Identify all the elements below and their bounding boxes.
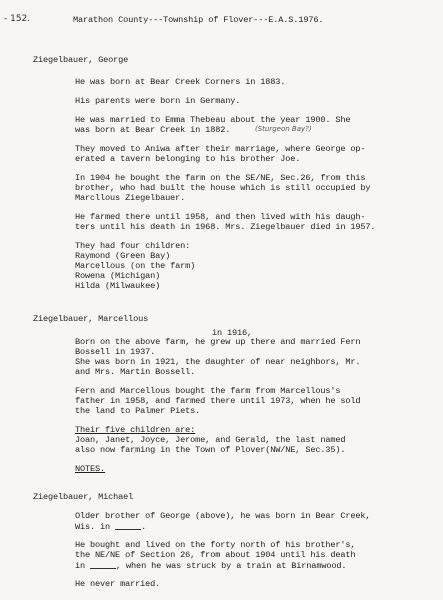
- michael-line: the NE/NE of Section 26, from about 1904 until his death: [75, 550, 356, 560]
- george-farm-line: In 1904 he bought the farm on the SE/NE, Sec.26, from this: [75, 173, 366, 183]
- george-marriage-line: He was married to Emma Thebeau about the year 1900. She: [75, 115, 351, 125]
- michael-line: [75, 560, 346, 571]
- marcellous-line: Born on the above farm, he grew up there and married Fern: [75, 337, 361, 347]
- marcellous-line: the land to Palmer Piets.: [75, 406, 201, 416]
- marcellous-line: also now farming in the Town of Plover(NW/NE, Sec.35).: [75, 445, 346, 455]
- child-item: Hilda (Milwaukee): [75, 281, 161, 291]
- birth-year-blank: [115, 521, 141, 530]
- michael-line: He bought and lived on the forty north of his brother's,: [75, 540, 356, 550]
- marcellous-line: Bossell in 1937.: [75, 347, 156, 357]
- marcellous-line: Fern and Marcellous bought the farm from Marcellous's: [75, 386, 341, 396]
- marcellous-children-intro: Their five children are:: [75, 425, 196, 435]
- entry-name-michael: Ziegelbauer, Michael: [33, 492, 134, 502]
- death-year-blank: [90, 560, 116, 569]
- child-item: Raymond (Green Bay): [75, 251, 171, 261]
- george-children-intro: They had four children:: [75, 241, 191, 251]
- george-farm-line: Marcllous Ziegelbauer.: [75, 193, 186, 203]
- marcellous-birth-year: in 1916,: [212, 328, 253, 338]
- handwritten-note: (Sturgeon Bay?): [255, 125, 312, 133]
- george-farmed-line: He farmed there until 1958, and then lived with his daugh-: [75, 212, 366, 222]
- michael-line: Older brother of George (above), he was born in Bear Creek,: [75, 511, 371, 521]
- page-header: Marathon County---Township of Flover---E.A.S.1976.: [73, 15, 324, 25]
- michael-death-prefix: in: [75, 561, 86, 571]
- george-birth: He was born at Bear Creek Corners in 1883.: [75, 77, 286, 87]
- marcellous-line: Joan, Janet, Joyce, Jerome, and Gerald, the last named: [75, 435, 346, 445]
- marcellous-line: father in 1958, and farmed there until 1973, when he sold: [75, 396, 361, 406]
- george-parents: His parents were born in Germany.: [75, 96, 241, 106]
- george-farmed-line: ters until his death in 1968. Mrs. Ziegelbauer died in 1957.: [75, 222, 376, 232]
- michael-never-married: He never married.: [75, 579, 161, 589]
- page-number: - 152.: [4, 14, 31, 24]
- george-aniwa-line: They moved to Aniwa after their marriage, where George op-: [75, 144, 366, 154]
- marcellous-line: She was born in 1921, the daughter of near neighbors, Mr.: [75, 357, 361, 367]
- michael-birth-place: Wis. in: [75, 522, 111, 532]
- george-farm-line: brother, who had built the house which is still occupied by: [75, 183, 371, 193]
- george-aniwa-line: erated a tavern belonging to his brother Joe.: [75, 154, 301, 164]
- michael-death-tail: , when he was struck by a train at Birnamwood.: [116, 561, 347, 571]
- entry-name-george: Ziegelbauer, George: [33, 55, 129, 65]
- child-item: Rowena (Michigan): [75, 271, 161, 281]
- george-marriage-line: was born at Bear Creek in 1882.: [75, 125, 231, 135]
- michael-line: Wis. in .: [75, 522, 147, 532]
- notes-heading: NOTES.: [75, 464, 106, 474]
- entry-name-marcellous: Ziegelbauer, Marcellous: [33, 314, 149, 324]
- marcellous-line: and Mrs. Martin Bossell.: [75, 367, 196, 377]
- child-item: Marcellous (on the farm): [75, 261, 196, 271]
